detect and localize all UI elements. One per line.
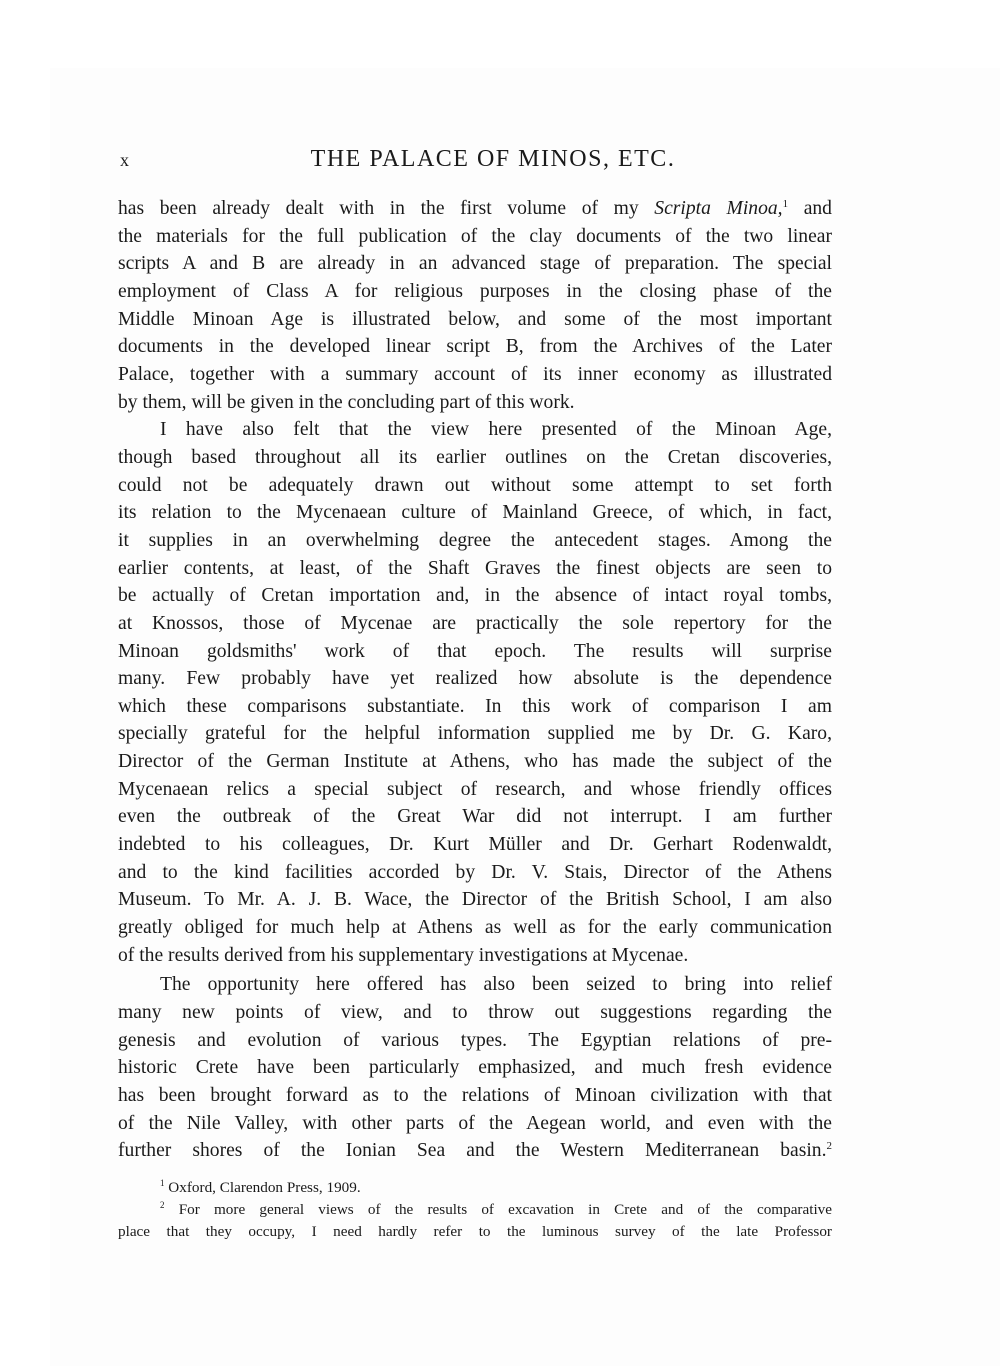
text-line: even the outbreak of the Great War did not interrupt. I am further <box>118 806 832 828</box>
text-line: earlier contents, at least, of the Shaft Graves the finest objects are seen to <box>118 557 832 579</box>
text-line: indebted to his colleagues, Dr. Kurt Müller and Dr. Gerhart Rodenwaldt, <box>118 834 832 856</box>
text-line: it supplies in an overwhelming degree the antecedent stages. Among the <box>118 529 832 551</box>
text-line: scripts A and B are already in an advanced stage of preparation. The special <box>118 253 832 275</box>
text-line: greatly obliged for much help at Athens as well as for the early communication <box>118 917 832 939</box>
footnote-text: For more general views of the results of excavation in Crete and of the comparative <box>178 1201 833 1218</box>
footnote-marker: 1 <box>160 1178 165 1188</box>
text-line: Museum. To Mr. A. J. B. Wace, the Director of the British School, I am also <box>118 889 832 911</box>
running-title: THE PALACE OF MINOS, ETC. <box>310 146 676 172</box>
footnote-ref: 1 <box>782 198 789 210</box>
footnote-ref: 2 <box>826 1140 832 1153</box>
text-run: further shores of the Ionian Sea and the Western Mediterranean basin. <box>118 1140 827 1162</box>
footnote-2-continued: place that they occupy, I need hardly refer to the luminous survey of the late Professor <box>118 1223 832 1240</box>
text-line: Director of the German Institute at Athens, who has made the subject of the <box>118 751 832 773</box>
text-line: of the results derived from his supplementary investigations at Mycenae. <box>118 944 689 966</box>
body-text <box>118 195 832 1165</box>
text-line: though based throughout all its earlier outlines on the Cretan discoveries, <box>118 446 832 468</box>
text-line: historic Crete have been particularly emphasized, and much fresh evidence <box>118 1057 832 1079</box>
footnote-1 <box>118 1177 832 1199</box>
text-line: Middle Minoan Age is illustrated below, and some of the most important <box>118 308 832 330</box>
text-line: Palace, together with a summary account of its inner economy as illustrated <box>118 363 832 385</box>
text-line <box>118 1137 832 1165</box>
text-line: could not be adequately drawn out without some attempt to set forth <box>118 474 832 496</box>
text-line: the materials for the full publication of the clay documents of the two linear <box>118 225 832 247</box>
text-line: at Knossos, those of Mycenae are practically the sole repertory for the <box>118 612 832 634</box>
page-number: x <box>120 150 129 170</box>
paragraph-3 <box>118 971 832 1165</box>
text-run: has been already dealt with in the first volume of my <box>118 198 655 219</box>
paragraph-2 <box>118 416 832 969</box>
text-line: of the Nile Valley, with other parts of the Aegean world, and even with the <box>118 1112 832 1134</box>
text-line: The opportunity here offered has also been seized to bring into relief <box>160 974 832 996</box>
text-line: employment of Class A for religious purposes in the closing phase of the <box>118 280 832 302</box>
text-line: which these comparisons substantiate. In this work of comparison I am <box>118 695 832 717</box>
footnote-2 <box>118 1199 832 1221</box>
paragraph-1 <box>118 195 832 416</box>
text-line: be actually of Cretan importation and, in the absence of intact royal tombs, <box>118 585 832 607</box>
text-line: has been brought forward as to the relations of Minoan civilization with that <box>118 1085 832 1106</box>
text-line: Minoan goldsmiths' work of that epoch. The results will surprise <box>118 640 832 662</box>
text-line: specially grateful for the helpful information supplied me by Dr. G. Karo, <box>118 723 832 745</box>
text-run: and <box>788 198 832 219</box>
text-line: and to the kind facilities accorded by Dr. V. Stais, Director of the Athens <box>118 861 832 883</box>
running-head <box>118 146 838 176</box>
text-line: documents in the developed linear script B, from the Archives of the Later <box>118 336 832 358</box>
text-line: many new points of view, and to throw out suggestions regarding the <box>118 1002 832 1024</box>
text-line: its relation to the Mycenaean culture of Mainland Greece, of which, in fact, <box>118 502 832 524</box>
text-line: I have also felt that the view here presented of the Minoan Age, <box>160 419 832 441</box>
footnote-marker: 2 <box>160 1200 165 1210</box>
text-line: many. Few probably have yet realized how absolute is the dependence <box>118 668 832 690</box>
text-line <box>118 195 832 223</box>
footnote-text: Oxford, Clarendon Press, 1909. <box>168 1179 361 1196</box>
italic-title: Scripta Minoa, <box>654 198 783 219</box>
text-line: genesis and evolution of various types. The Egyptian relations of pre- <box>118 1029 832 1051</box>
footnotes <box>118 1177 832 1243</box>
text-line: Mycenaean relics a special subject of research, and whose friendly offices <box>118 778 832 800</box>
text-line: by them, will be given in the concluding part of this work. <box>118 391 575 413</box>
